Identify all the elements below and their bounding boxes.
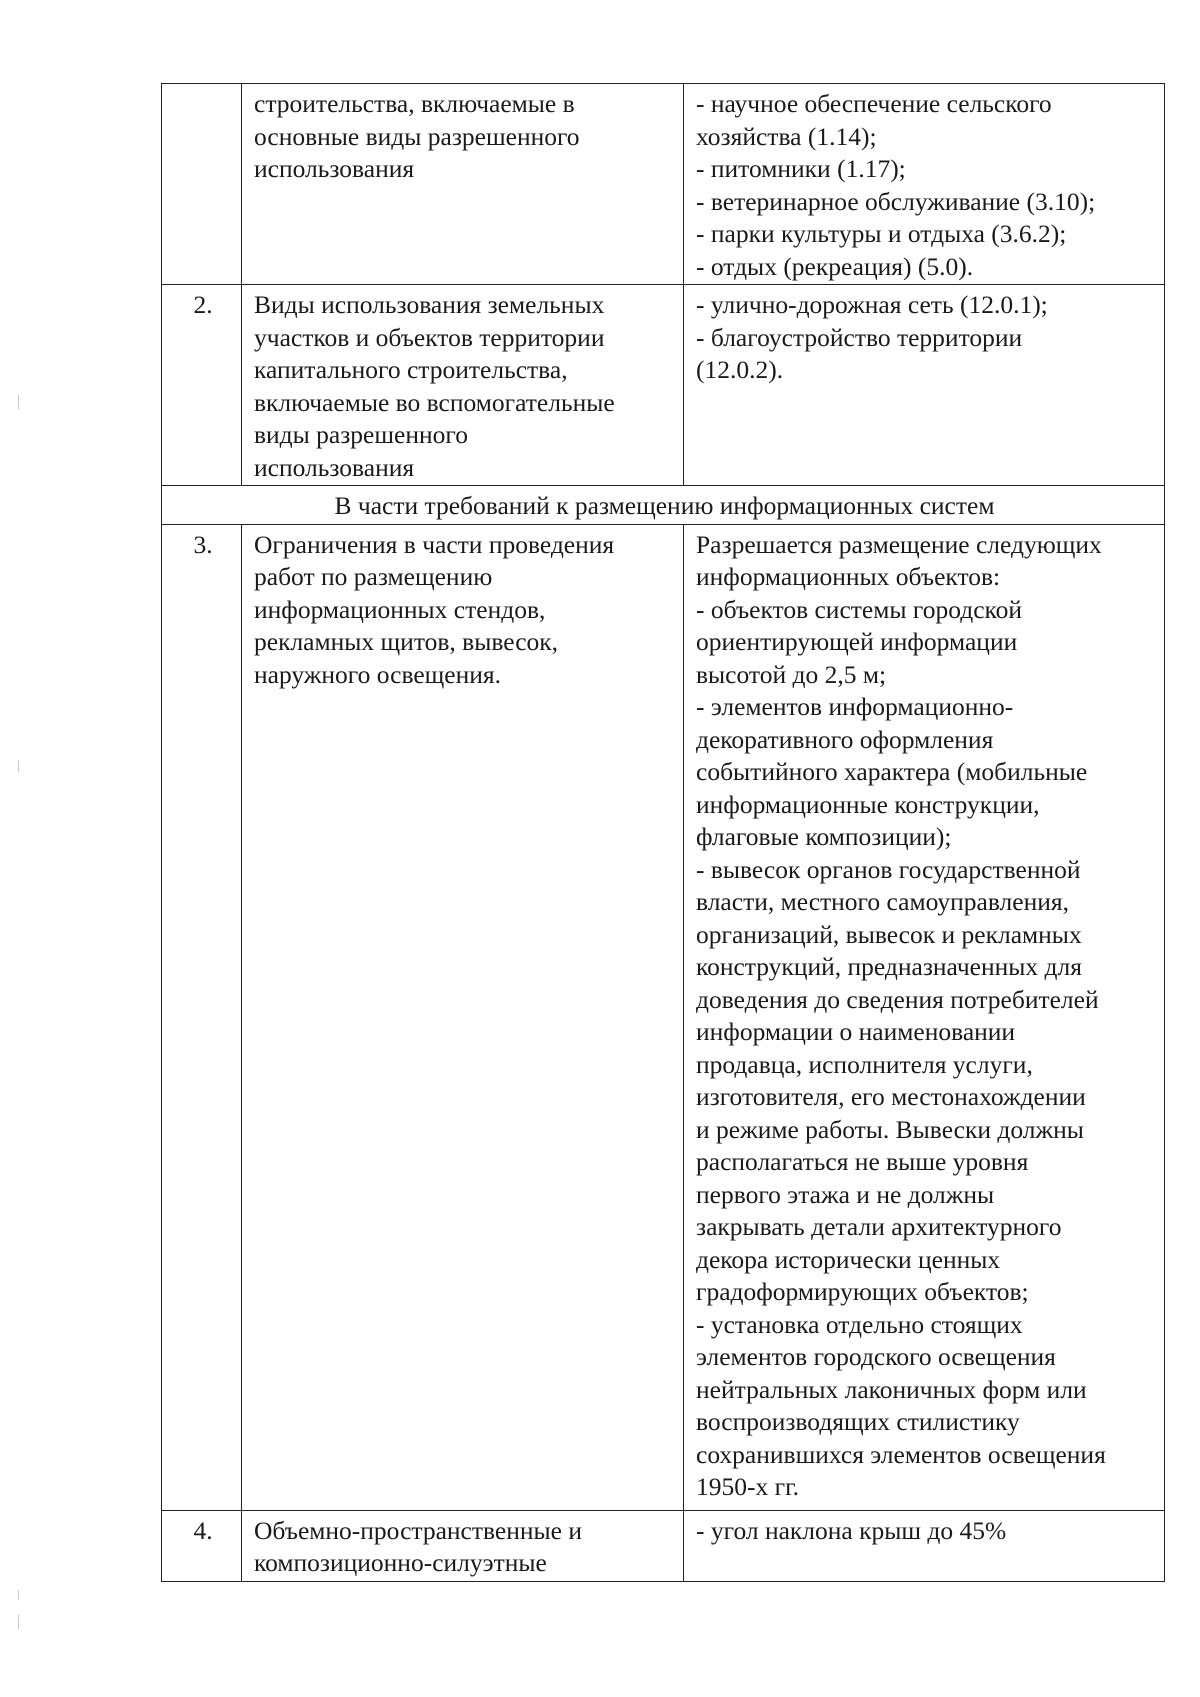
content-line: воспроизводящих стилистику	[696, 1407, 1020, 1436]
content-line: декоративного оформления	[696, 724, 994, 754]
row-content-cell	[684, 84, 1165, 285]
title-line: участков и объектов территории	[254, 322, 605, 352]
content-line: изготовителя, его местонахождении	[696, 1082, 1086, 1111]
section-heading-row	[162, 486, 1165, 525]
title-line: рекламных щитов, вывесок,	[254, 627, 559, 656]
content-line: - улично-дорожная сеть (12.0.1);	[696, 290, 1048, 319]
content-line: 1950-х гг.	[696, 1472, 800, 1501]
content-line: власти, местного самоуправления,	[696, 887, 1069, 916]
content-line: первого этажа и не должны	[696, 1179, 995, 1209]
title-line: строительства, включаемые в	[254, 89, 575, 118]
content-line: элементов городского освещения	[696, 1342, 1056, 1371]
row-content-cell	[684, 524, 1165, 1510]
title-line: композиционно-силуэтные	[254, 1548, 547, 1577]
content-line: - вывесок органов государственной	[696, 854, 1081, 884]
table-row-4	[162, 1510, 1165, 1581]
row-number: 4.	[193, 1515, 213, 1545]
content-line: высотой до 2,5 м;	[696, 659, 887, 689]
row-number-cell	[162, 285, 242, 486]
content-line: - отдых (рекреация) (5.0).	[696, 251, 974, 281]
table-row-2	[162, 285, 1165, 486]
table-row-continued	[162, 84, 1165, 285]
content-line: - питомники (1.17);	[696, 154, 906, 183]
content-line: декора исторически ценных	[696, 1244, 1001, 1274]
content-line: - парки культуры и отдыха (3.6.2);	[696, 219, 1067, 248]
row-title-cell	[242, 524, 684, 1510]
content-line: Разрешается размещение следующих	[696, 529, 1102, 559]
content-line: располагаться не выше уровня	[696, 1147, 1029, 1176]
content-line: организаций, вывесок и рекламных	[696, 919, 1082, 949]
content-line: - угол наклона крыш до 45%	[696, 1515, 1007, 1545]
content-line: - благоустройство территории	[696, 322, 1023, 352]
row-content-cell	[684, 1510, 1165, 1581]
content-line: информационных объектов:	[696, 562, 1001, 591]
row-number: 3.	[193, 529, 213, 559]
content-line: - научное обеспечение сельского	[696, 89, 1052, 118]
content-line: конструкций, предназначенных для	[696, 952, 1082, 981]
content-line: - установка отдельно стоящих	[696, 1309, 1023, 1339]
title-line: Виды использования земельных	[254, 290, 605, 319]
content-line: информации о наименовании	[696, 1017, 1016, 1046]
title-line: включаемые во вспомогательные	[254, 387, 615, 417]
row-number-cell	[162, 84, 242, 285]
content-line: информационные конструкции,	[696, 789, 1040, 819]
content-line: нейтральных лаконичных форм или	[696, 1374, 1087, 1404]
title-line: наружного освещения.	[254, 659, 502, 689]
scan-mark	[18, 395, 19, 409]
title-line: информационных стендов,	[254, 594, 546, 624]
row-number-cell	[162, 524, 242, 1510]
content-line: доведения до сведения потребителей	[696, 984, 1099, 1014]
title-line: работ по размещению	[254, 562, 493, 591]
content-line: ориентирующей информации	[696, 627, 1018, 656]
content-line: флаговые композиции);	[696, 822, 952, 851]
scan-mark	[18, 1590, 19, 1600]
section-heading: В части требований к размещению информационных систем	[334, 491, 995, 520]
content-line: - ветеринарное обслуживание (3.10);	[696, 186, 1096, 216]
title-line: использования	[254, 452, 415, 482]
table-row-3	[162, 524, 1165, 1510]
section-heading-cell	[162, 486, 1165, 525]
content-line: и режиме работы. Вывески должны	[696, 1114, 1084, 1144]
row-content-cell	[684, 285, 1165, 486]
content-line: - элементов информационно-	[696, 692, 1014, 721]
title-line: виды разрешенного	[254, 420, 468, 449]
scan-mark	[18, 1615, 19, 1629]
scan-mark	[18, 760, 19, 772]
content-line: продавца, исполнителя услуги,	[696, 1049, 1033, 1079]
row-number: 2.	[193, 290, 213, 319]
row-title-cell	[242, 285, 684, 486]
content-line: событийного характера (мобильные	[696, 757, 1088, 786]
content-line: хозяйства (1.14);	[696, 121, 877, 151]
title-line: капитального строительства,	[254, 355, 568, 384]
title-line: основные виды разрешенного	[254, 121, 580, 151]
content-line: - объектов системы городской	[696, 594, 1022, 624]
row-number-cell	[162, 1510, 242, 1581]
row-title-cell	[242, 84, 684, 285]
content-line: сохранившихся элементов освещения	[696, 1439, 1106, 1469]
content-line: закрывать детали архитектурного	[696, 1212, 1062, 1241]
title-line: использования	[254, 154, 415, 183]
content-line: (12.0.2).	[696, 355, 784, 384]
title-line: Объемно-пространственные и	[254, 1515, 582, 1545]
row-title-cell	[242, 1510, 684, 1581]
title-line: Ограничения в части проведения	[254, 529, 615, 559]
regulations-table	[161, 83, 1165, 1582]
content-line: градоформирующих объектов;	[696, 1277, 1029, 1306]
